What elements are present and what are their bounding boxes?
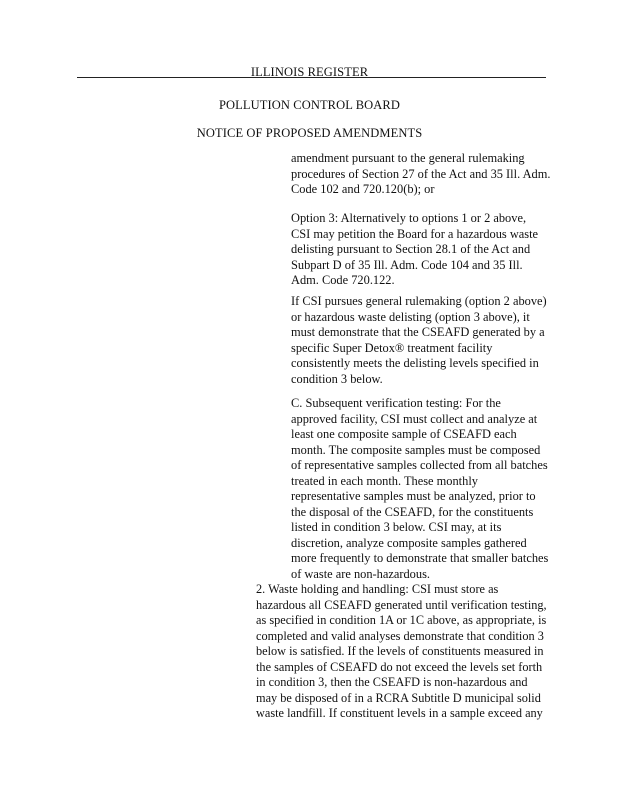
text-line: C. Subsequent verification testing: For the (291, 396, 501, 410)
text-line: month. The composite samples must be composed (291, 442, 541, 457)
waste-holding-paragraph (256, 582, 547, 722)
text-line: in condition 3, then the CSEAFD is non-hazardous and (256, 675, 528, 689)
text-line: Adm. Code 720.122. (291, 273, 395, 287)
board-title: POLLUTION CONTROL BOARD (219, 98, 400, 112)
text-line: treated in each month. These monthly (291, 473, 478, 488)
text-line: more frequently to demonstrate that smaller batches (291, 551, 549, 565)
header-rule (77, 77, 546, 78)
text-line: specific Super Detox® treatment facility (291, 340, 493, 355)
text-line: condition 3 below. (291, 371, 383, 386)
register-title: ILLINOIS REGISTER (250, 65, 369, 79)
text-line: hazardous all CSEAFD generated until verification testing, (256, 597, 547, 612)
text-line: must demonstrate that the CSEAFD generated by a (291, 325, 545, 339)
text-line: may be disposed of in a RCRA Subtitle D municipal solid (256, 690, 541, 705)
notice-title: NOTICE OF PROPOSED AMENDMENTS (196, 126, 423, 140)
text-line: below is satisfied. If the levels of constituents measured in (256, 644, 544, 658)
option3-paragraph (291, 211, 538, 289)
text-line: of representative samples collected from all batches (291, 458, 548, 472)
text-line: If CSI pursues general rulemaking (option 2 above) (291, 294, 547, 308)
text-line: the disposal of the CSEAFD, for the constituents (291, 504, 534, 519)
text-line: Subpart D of 35 Ill. Adm. Code 104 and 35 Ill. (291, 257, 523, 272)
text-line: 2. Waste holding and handling: CSI must store as (256, 582, 499, 596)
text-line: amendment pursuant to the general rulemaking (291, 151, 525, 165)
text-line: completed and valid analyses demonstrate that condition 3 (256, 628, 544, 643)
text-line: waste landfill. If constituent levels in a sample exceed any (256, 706, 543, 720)
text-line: of waste are non-hazardous. (291, 566, 430, 581)
text-line: listed in condition 3 below. CSI may, at its (291, 520, 502, 534)
text-line: as specified in condition 1A or 1C above, as appropriate, is (256, 613, 547, 627)
text-line: least one composite sample of CSEAFD each (291, 427, 517, 441)
option2-tail-paragraph (291, 151, 550, 198)
subsequent-verification-paragraph (291, 396, 548, 582)
text-line: Option 3: Alternatively to options 1 or 2 above, (291, 211, 527, 225)
text-line: Code 102 and 720.120(b); or (291, 182, 435, 196)
text-line: CSI may petition the Board for a hazardous waste (291, 226, 539, 241)
text-line: discretion, analyze composite samples gathered (291, 535, 527, 550)
text-line: delisting pursuant to Section 28.1 of the Act and (291, 242, 531, 256)
text-line: or hazardous waste delisting (option 3 above), it (291, 309, 530, 324)
text-line: representative samples must be analyzed, prior to (291, 489, 536, 503)
text-line: approved facility, CSI must collect and analyze at (291, 411, 538, 426)
text-line: procedures of Section 27 of the Act and 35 Ill. Adm. (291, 166, 551, 181)
text-line: consistently meets the delisting levels specified in (291, 356, 539, 370)
if-csi-paragraph (291, 294, 547, 387)
text-line: the samples of CSEAFD do not exceed the levels set forth (256, 659, 543, 674)
